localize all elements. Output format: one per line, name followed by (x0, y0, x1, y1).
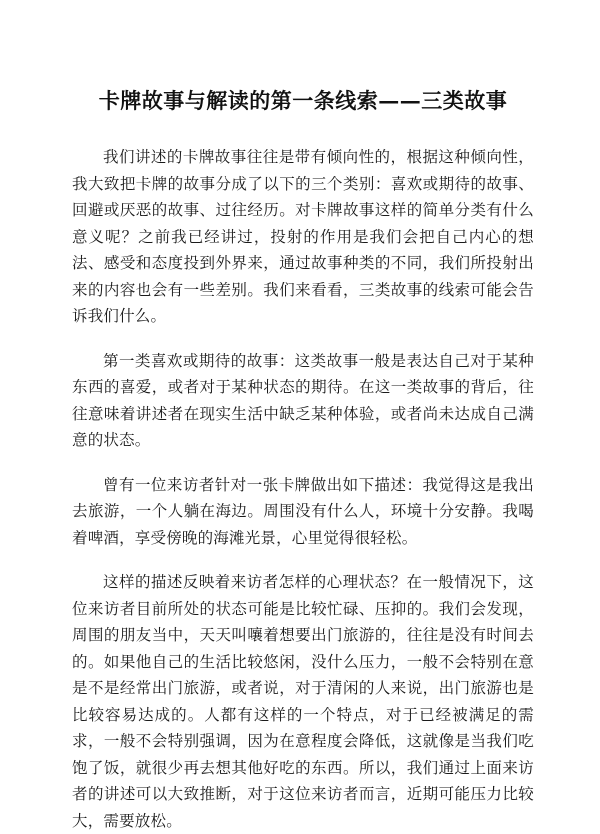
document-body (72, 144, 534, 834)
paragraph-1: 我们讲述的卡牌故事往往是带有倾向性的，根据这种倾向性，我大致把卡牌的故事分成了以下的三个类别：喜欢或期待的故事、回避或厌恶的故事、过往经历。对卡牌故事这样的简单分类有什么意义呢？之前我已经讲过，投射的作用是我们会把自己内心的想法、感受和态度投到外界来，通过故事种类的不同，我们所投射出来的内容也会有一些差别。我们来看看，三类故事的线索可能会告诉我们什么。 (72, 148, 534, 325)
paragraph-2: 第一类喜欢或期待的故事：这类故事一般是表达自己对于某种东西的喜爱，或者对于某种状态的期待。在这一类故事的背后，往往意味着讲述者在现实生活中缺乏某种体验，或者尚未达成自己满意的状态。 (72, 351, 534, 449)
paragraph-4: 这样的描述反映着来访者怎样的心理状态？在一般情况下，这位来访者目前所处的状态可能是比较忙碌、压抑的。我们会发现，周围的朋友当中，天天叫嚷着想要出门旅游的，往往是没有时间去的。如果他自己的生活比较悠闲，没什么压力，一般不会特别在意是不是经常出门旅游，或者说，对于清闲的人来说，出门旅游也是比较容易达成的。人都有这样的一个特点，对于已经被满足的需求，一般不会特别强调，因为在意程度会降低，这就像是当我们吃饱了饭，就很少再去想其他好吃的东西。所以，我们通过上面来访者的讲述可以大致推断，对于这位来访者而言，近期可能压力比较大，需要放松。 (72, 573, 534, 830)
page-title: 卡牌故事与解读的第一条线索——三类故事 (98, 88, 508, 113)
paragraph-3: 曾有一位来访者针对一张卡牌做出如下描述：我觉得这是我出去旅游，一个人躺在海边。周围没有什么人，环境十分安静。我喝着啤酒，享受傍晚的海滩光景，心里觉得很轻松。 (72, 475, 534, 547)
